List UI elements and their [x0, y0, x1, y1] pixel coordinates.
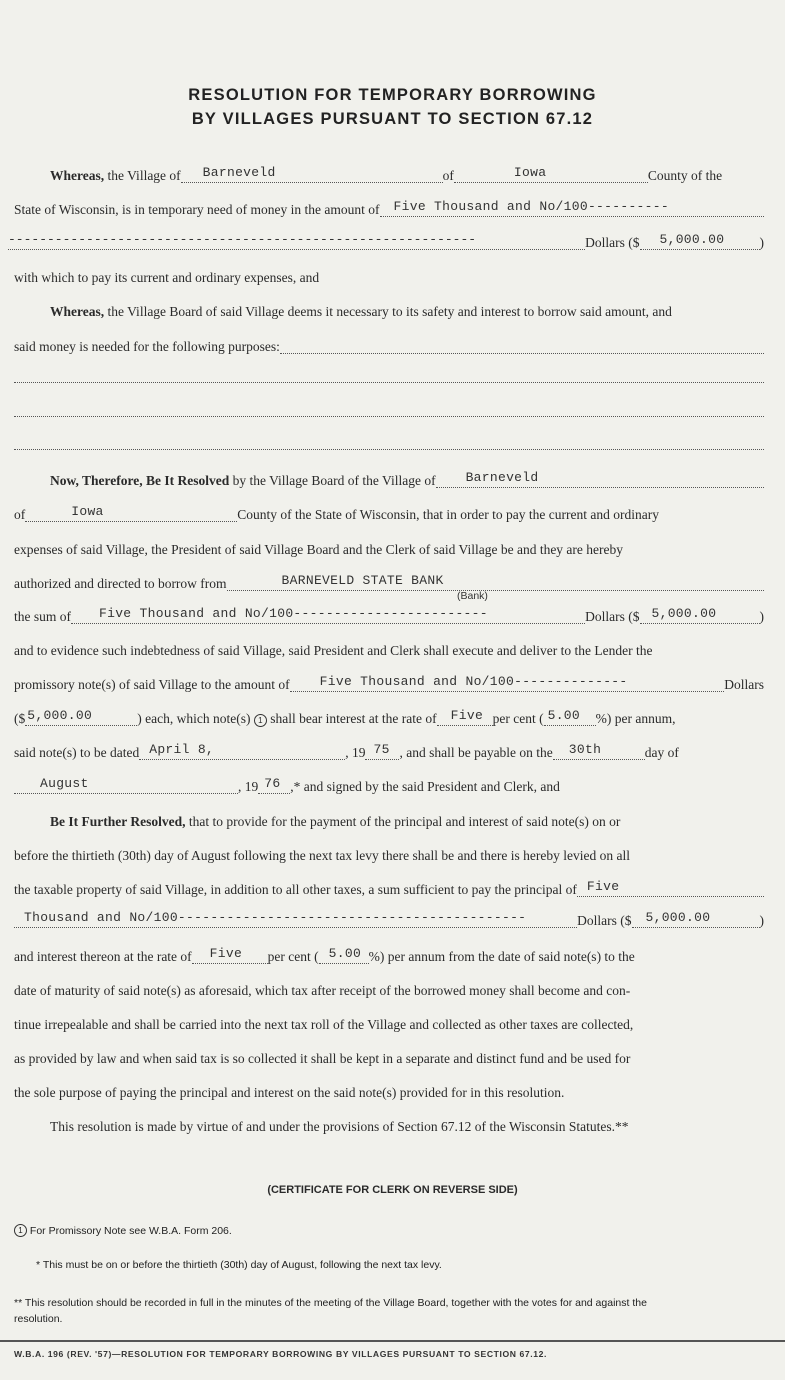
footnote-3-continued: resolution. [14, 1313, 63, 1325]
note-year-field[interactable]: 75 [365, 743, 399, 761]
form-footer: W.B.A. 196 (REV. '57)—RESOLUTION FOR TEMPORARY BORROWING BY VILLAGES PURSUANT TO SECTION 67.12. [14, 1349, 548, 1359]
footnote-1: 1 For Promissory Note see W.B.A. Form 206. [14, 1224, 232, 1237]
footnote-1-marker: 1 [254, 714, 267, 727]
principal-number-field[interactable]: 5,000.00 [632, 911, 760, 929]
p3-line-8: ($ 5,000.00 ) each, which note(s) 1 shall bear interest at the rate of Five per cent ( 5.00 %) per annum, [14, 708, 676, 726]
p2-line-2: said money is needed for the following purposes: [14, 333, 764, 355]
amount-number-field[interactable]: 5,000.00 [640, 233, 760, 251]
p3-line-7: promissory note(s) of said Village to the amount of Five Thousand and No/100-------------- Dollars [14, 674, 764, 692]
p4-line-7: tinue irrepealable and shall be carried into the next tax roll of the Village and collected as other taxes are collected, [14, 1017, 634, 1032]
p4-line-4: Thousand and No/100------------------------------------------- Dollars ($ 5,000.00 ) [14, 907, 764, 929]
p1-line-2: State of Wisconsin, is in temporary need of money in the amount of Five Thousand and No/100---------- [14, 196, 764, 218]
footnote-3: ** This resolution should be recorded in full in the minutes of the meeting of the Village Board, together with the votes for and against the [14, 1297, 647, 1309]
note-number-field[interactable]: 5,000.00 [25, 709, 137, 727]
purposes-field[interactable] [280, 337, 764, 355]
p3-line-6: and to evidence such indebtedness of said Village, said President and Clerk shall execute and deliver to the Lender the [14, 643, 653, 658]
p4-line-3: the taxable property of said Village, in addition to all other taxes, a sum sufficient to pay the principal of Five [14, 876, 764, 898]
footnote-1-circle: 1 [14, 1224, 27, 1237]
interest-rate-number-field[interactable]: 5.00 [544, 709, 596, 727]
p3-line-9: said note(s) to be dated April 8, , 19 75 , and shall be payable on the 30th day of [14, 742, 679, 760]
purposes-blank-line-2[interactable] [14, 416, 764, 417]
p4-line-6: date of maturity of said note(s) as aforesaid, which tax after receipt of the borrowed money shall become and con- [14, 983, 631, 998]
p4-line-2: before the thirtieth (30th) day of August following the next tax levy there shall be and there is hereby levied on all [14, 848, 630, 863]
levy-rate-words-field[interactable]: Five [192, 947, 268, 965]
levy-rate-number-field[interactable]: 5.00 [319, 947, 369, 965]
payable-day-field[interactable]: 30th [553, 743, 645, 761]
p4-line-8: as provided by law and when said tax is so collected it shall be kept in a separate and distinct fund and be used for [14, 1051, 631, 1066]
p4-line-9: the sole purpose of paying the principal and interest on the said note(s) provided for in this resolution. [14, 1085, 565, 1100]
p4-line-5: and interest thereon at the rate of Five per cent ( 5.00 %) per annum from the date of said note(s) to the [14, 946, 635, 964]
village-name-field[interactable]: Barneveld [181, 166, 443, 184]
p1-line-4: with which to pay its current and ordinary expenses, and [14, 270, 320, 285]
form-title-line-2: BY VILLAGES PURSUANT TO SECTION 67.12 [191, 110, 594, 128]
p3-line-5: the sum of Five Thousand and No/100------------------------ Dollars ($ 5,000.00 ) [14, 606, 764, 624]
sum-number-field[interactable]: 5,000.00 [640, 607, 760, 625]
bank-name-field[interactable]: BARNEVELD STATE BANK [227, 574, 764, 592]
p5-statute-line: This resolution is made by virtue of and under the provisions of Section 67.12 of the Wisconsin Statutes.** [50, 1119, 629, 1134]
p3-line-10: August , 19 76 ,* and signed by the said President and Clerk, and [14, 773, 764, 795]
p3-line-4: authorized and directed to borrow from BARNEVELD STATE BANK [14, 570, 764, 592]
county-name-field[interactable]: Iowa [454, 166, 648, 184]
payable-month-field[interactable]: August [14, 777, 238, 795]
principal-words-continuation[interactable]: Thousand and No/100------------------------------------------- [14, 911, 577, 929]
p1-line-1: Whereas, the Village of Barneveld of Iowa County of the [50, 165, 723, 183]
certificate-note: (CERTIFICATE FOR CLERK ON REVERSE SIDE) [267, 1184, 518, 1196]
footer-divider [0, 1340, 785, 1342]
village-name-field-2[interactable]: Barneveld [436, 471, 764, 489]
interest-rate-words-field[interactable]: Five [437, 709, 493, 727]
form-title-line-1: RESOLUTION FOR TEMPORARY BORROWING [188, 86, 597, 104]
purposes-blank-line-3[interactable] [14, 449, 764, 450]
sum-words-field[interactable]: Five Thousand and No/100------------------------ [71, 607, 585, 625]
county-name-field-2[interactable]: Iowa [25, 505, 237, 523]
p3-line-2: of Iowa County of the State of Wisconsin, that in order to pay the current and ordinary [14, 504, 659, 522]
p3-line-3: expenses of said Village, the President of said Village Board and the Clerk of said Village be and they are hereby [14, 542, 624, 557]
note-words-field[interactable]: Five Thousand and No/100-------------- [290, 675, 725, 693]
note-date-field[interactable]: April 8, [139, 743, 345, 761]
amount-words-field[interactable]: Five Thousand and No/100---------- [380, 200, 764, 218]
payable-year-field[interactable]: 76 [258, 777, 290, 795]
p1-line-3: ------------------------------------------------------------ Dollars ($ 5,000.00 ) [8, 232, 764, 250]
amount-words-continuation[interactable]: ------------------------------------------------------------ [8, 233, 585, 251]
p2-line-1: Whereas, the Village Board of said Village deems it necessary to its safety and interest to borrow said amount, and [50, 304, 672, 319]
principal-words-field[interactable]: Five [577, 880, 764, 898]
footnote-2: * This must be on or before the thirtieth (30th) day of August, following the next tax levy. [36, 1259, 442, 1271]
purposes-blank-line-1[interactable] [14, 382, 764, 383]
bank-label: (Bank) [457, 590, 488, 602]
p3-line-1: Now, Therefore, Be It Resolved by the Village Board of the Village of Barneveld [50, 467, 764, 489]
p4-line-1: Be It Further Resolved, that to provide for the payment of the principal and interest of said note(s) on or [50, 814, 621, 829]
